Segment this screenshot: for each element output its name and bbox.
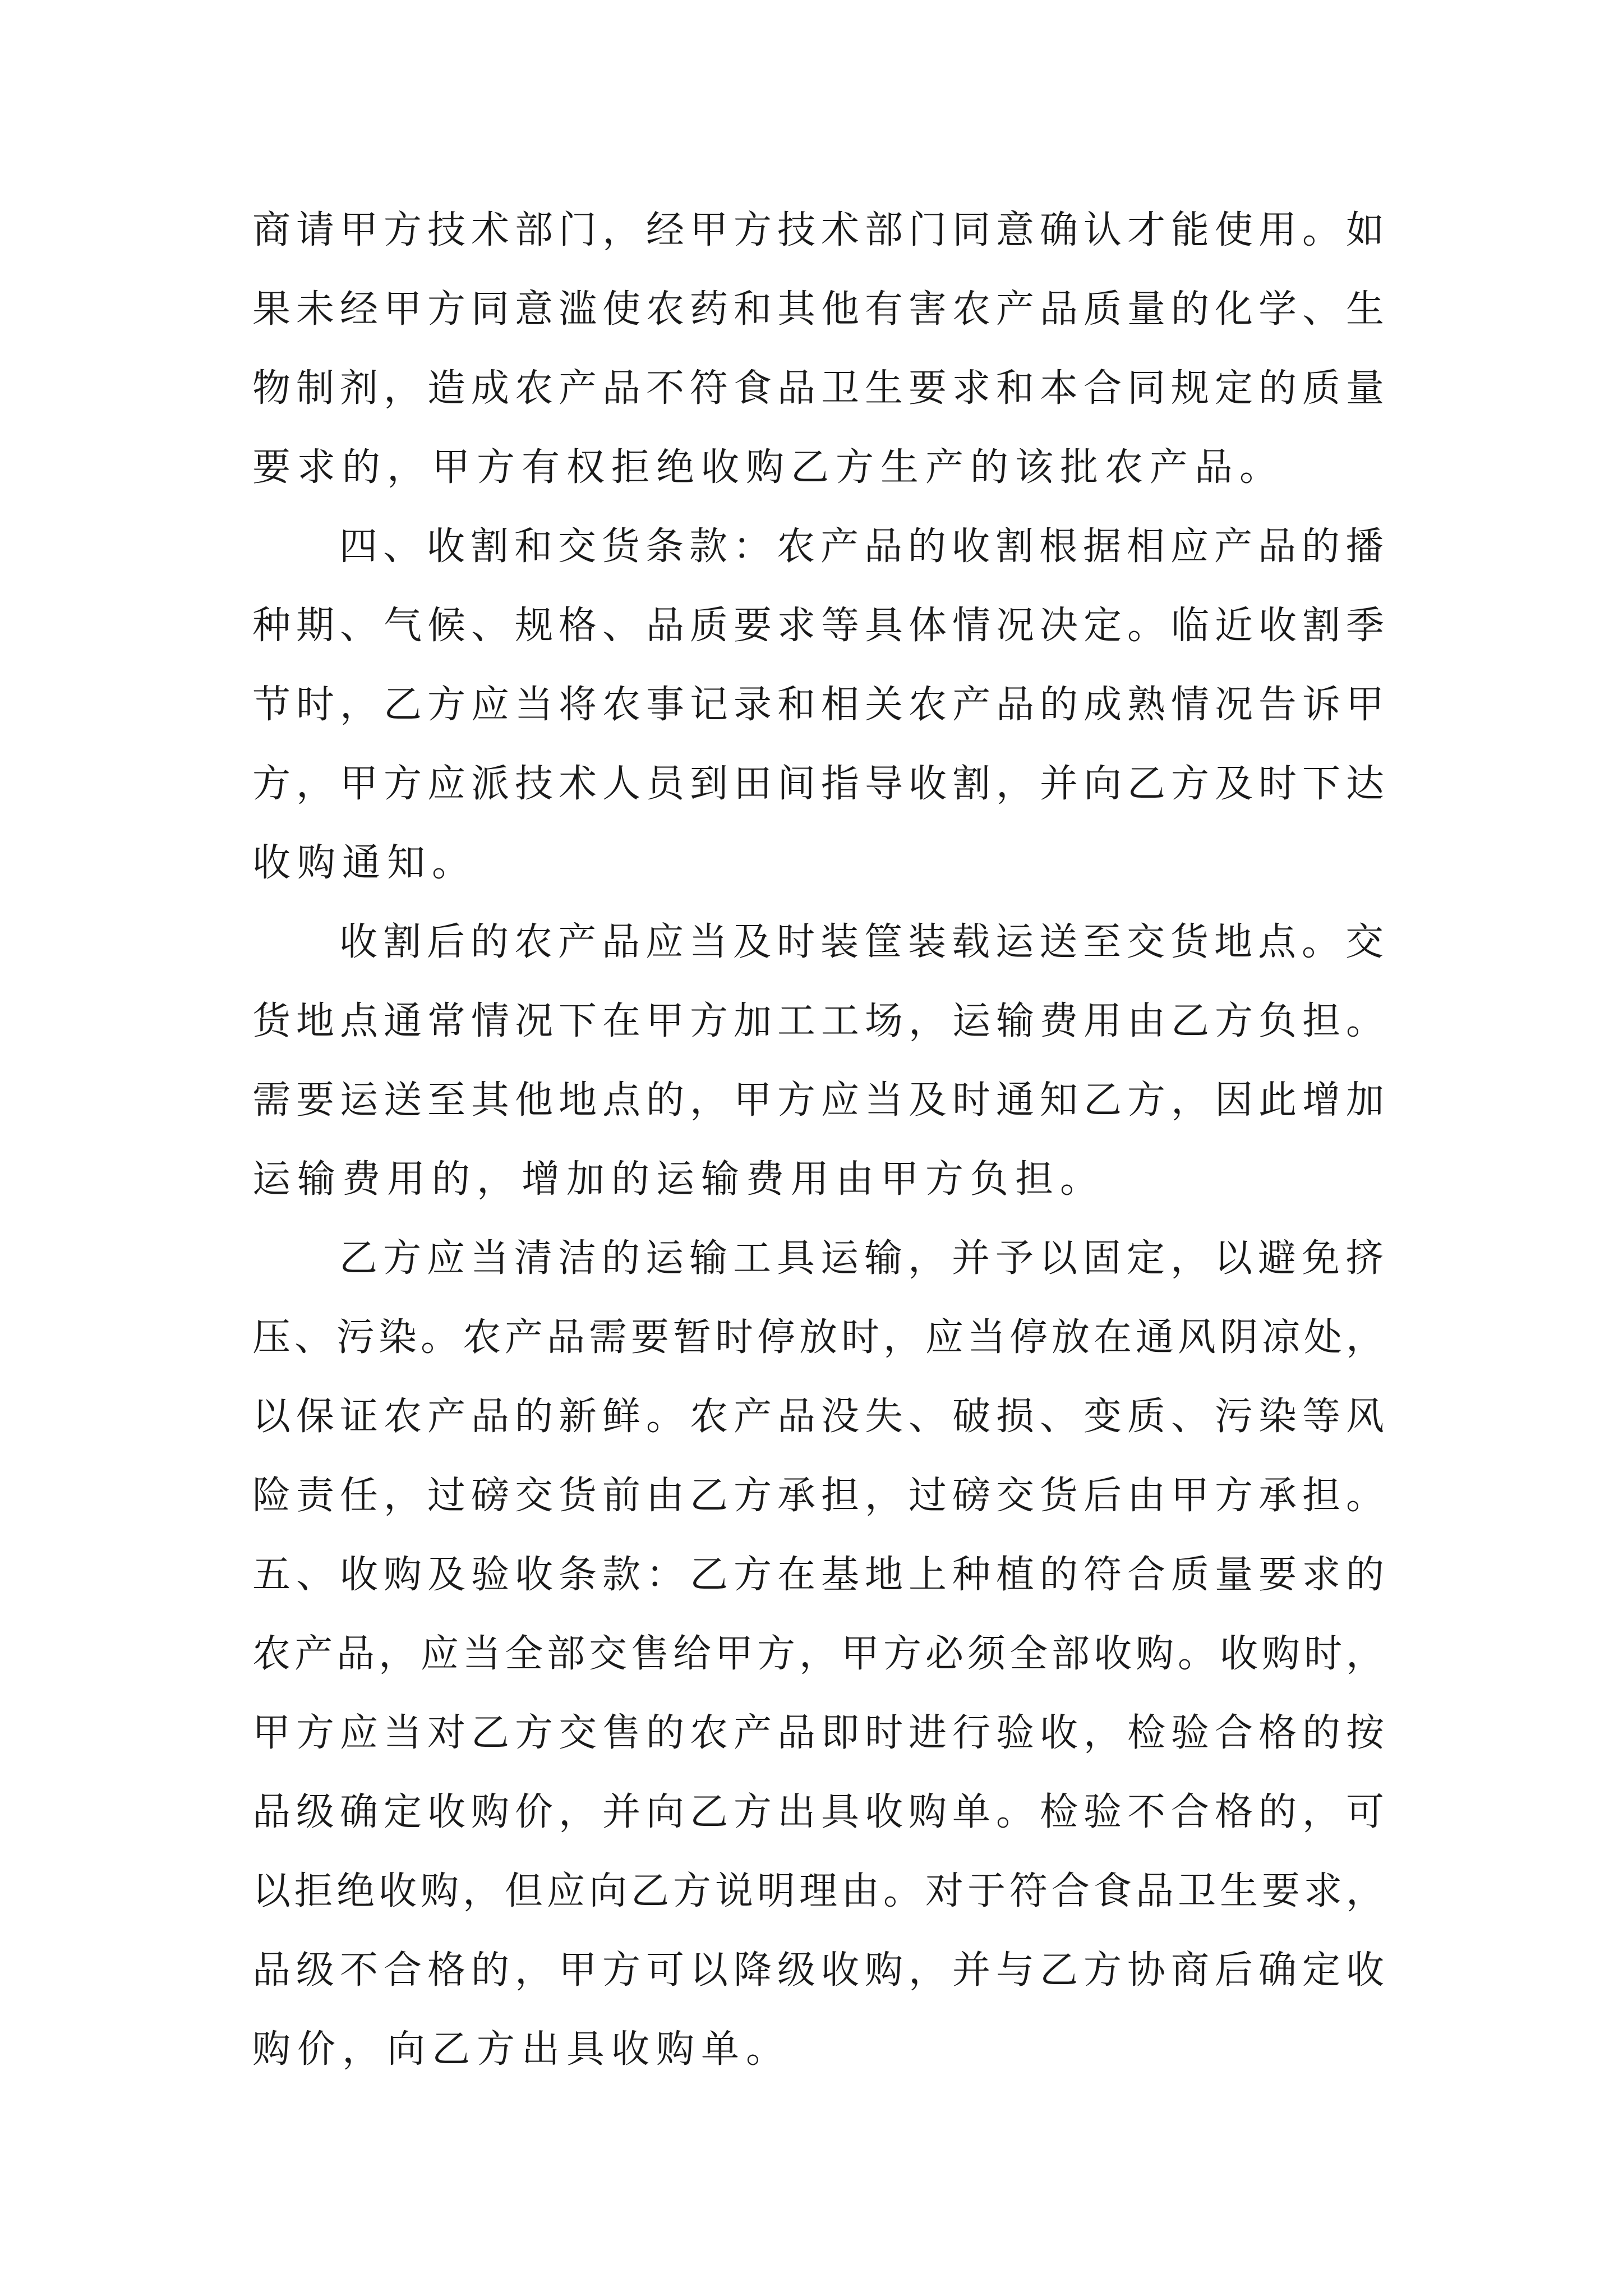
text-line: 方，甲方应派技术人员到田间指导收割，并向乙方及时下达 [252,762,1390,806]
text-line: 品级确定收购价，并向乙方出具收购单。检验不合格的，可 [252,1790,1390,1834]
text-line: 以拒绝收购，但应向乙方说明理由。对于符合食品卫生要求， [252,1869,1389,1913]
text-line: 节时，乙方应当将农事记录和相关农产品的成熟情况告诉甲 [252,683,1390,727]
text-line: 乙方应当清洁的运输工具运输，并予以固定，以避免挤 [339,1236,1390,1281]
text-line: 购价，向乙方出具收购单。 [252,2027,791,2072]
text-line: 四、收割和交货条款：农产品的收割根据相应产品的播 [339,524,1390,569]
text-line: 甲方应当对乙方交售的农产品即时进行验收，检验合格的按 [252,1711,1390,1755]
text-line: 商请甲方技术部门，经甲方技术部门同意确认才能使用。如 [252,208,1390,252]
text-line: 五、收购及验收条款：乙方在基地上种植的符合质量要求的 [252,1553,1390,1597]
text-line: 以保证农产品的新鲜。农产品没失、破损、变质、污染等风 [252,1395,1390,1439]
text-line: 压、污染。农产品需要暂时停放时，应当停放在通风阴凉处， [252,1315,1389,1360]
text-line: 货地点通常情况下在甲方加工工场，运输费用由乙方负担。 [252,999,1390,1043]
text-line: 险责任，过磅交货前由乙方承担，过磅交货后由甲方承担。 [252,1474,1390,1518]
text-line: 物制剂，造成农产品不符食品卫生要求和本合同规定的质量 [252,366,1390,411]
text-line: 果未经甲方同意滥使农药和其他有害农产品质量的化学、生 [252,287,1390,332]
text-line: 收割后的农产品应当及时装筐装载运送至交货地点。交 [339,920,1390,964]
text-line: 需要运送至其他地点的，甲方应当及时通知乙方，因此增加 [252,1078,1390,1122]
text-line: 运输费用的，增加的运输费用由甲方负担。 [252,1157,1105,1202]
text-line: 收购通知。 [252,841,477,885]
text-line: 要求的，甲方有权拒绝收购乙方生产的该批农产品。 [252,445,1285,490]
text-line: 品级不合格的，甲方可以降级收购，并与乙方协商后确定收 [252,1948,1390,1993]
text-line: 农产品，应当全部交售给甲方，甲方必须全部收购。收购时， [252,1632,1389,1676]
text-line: 种期、气候、规格、品质要求等具体情况决定。临近收割季 [252,604,1390,648]
